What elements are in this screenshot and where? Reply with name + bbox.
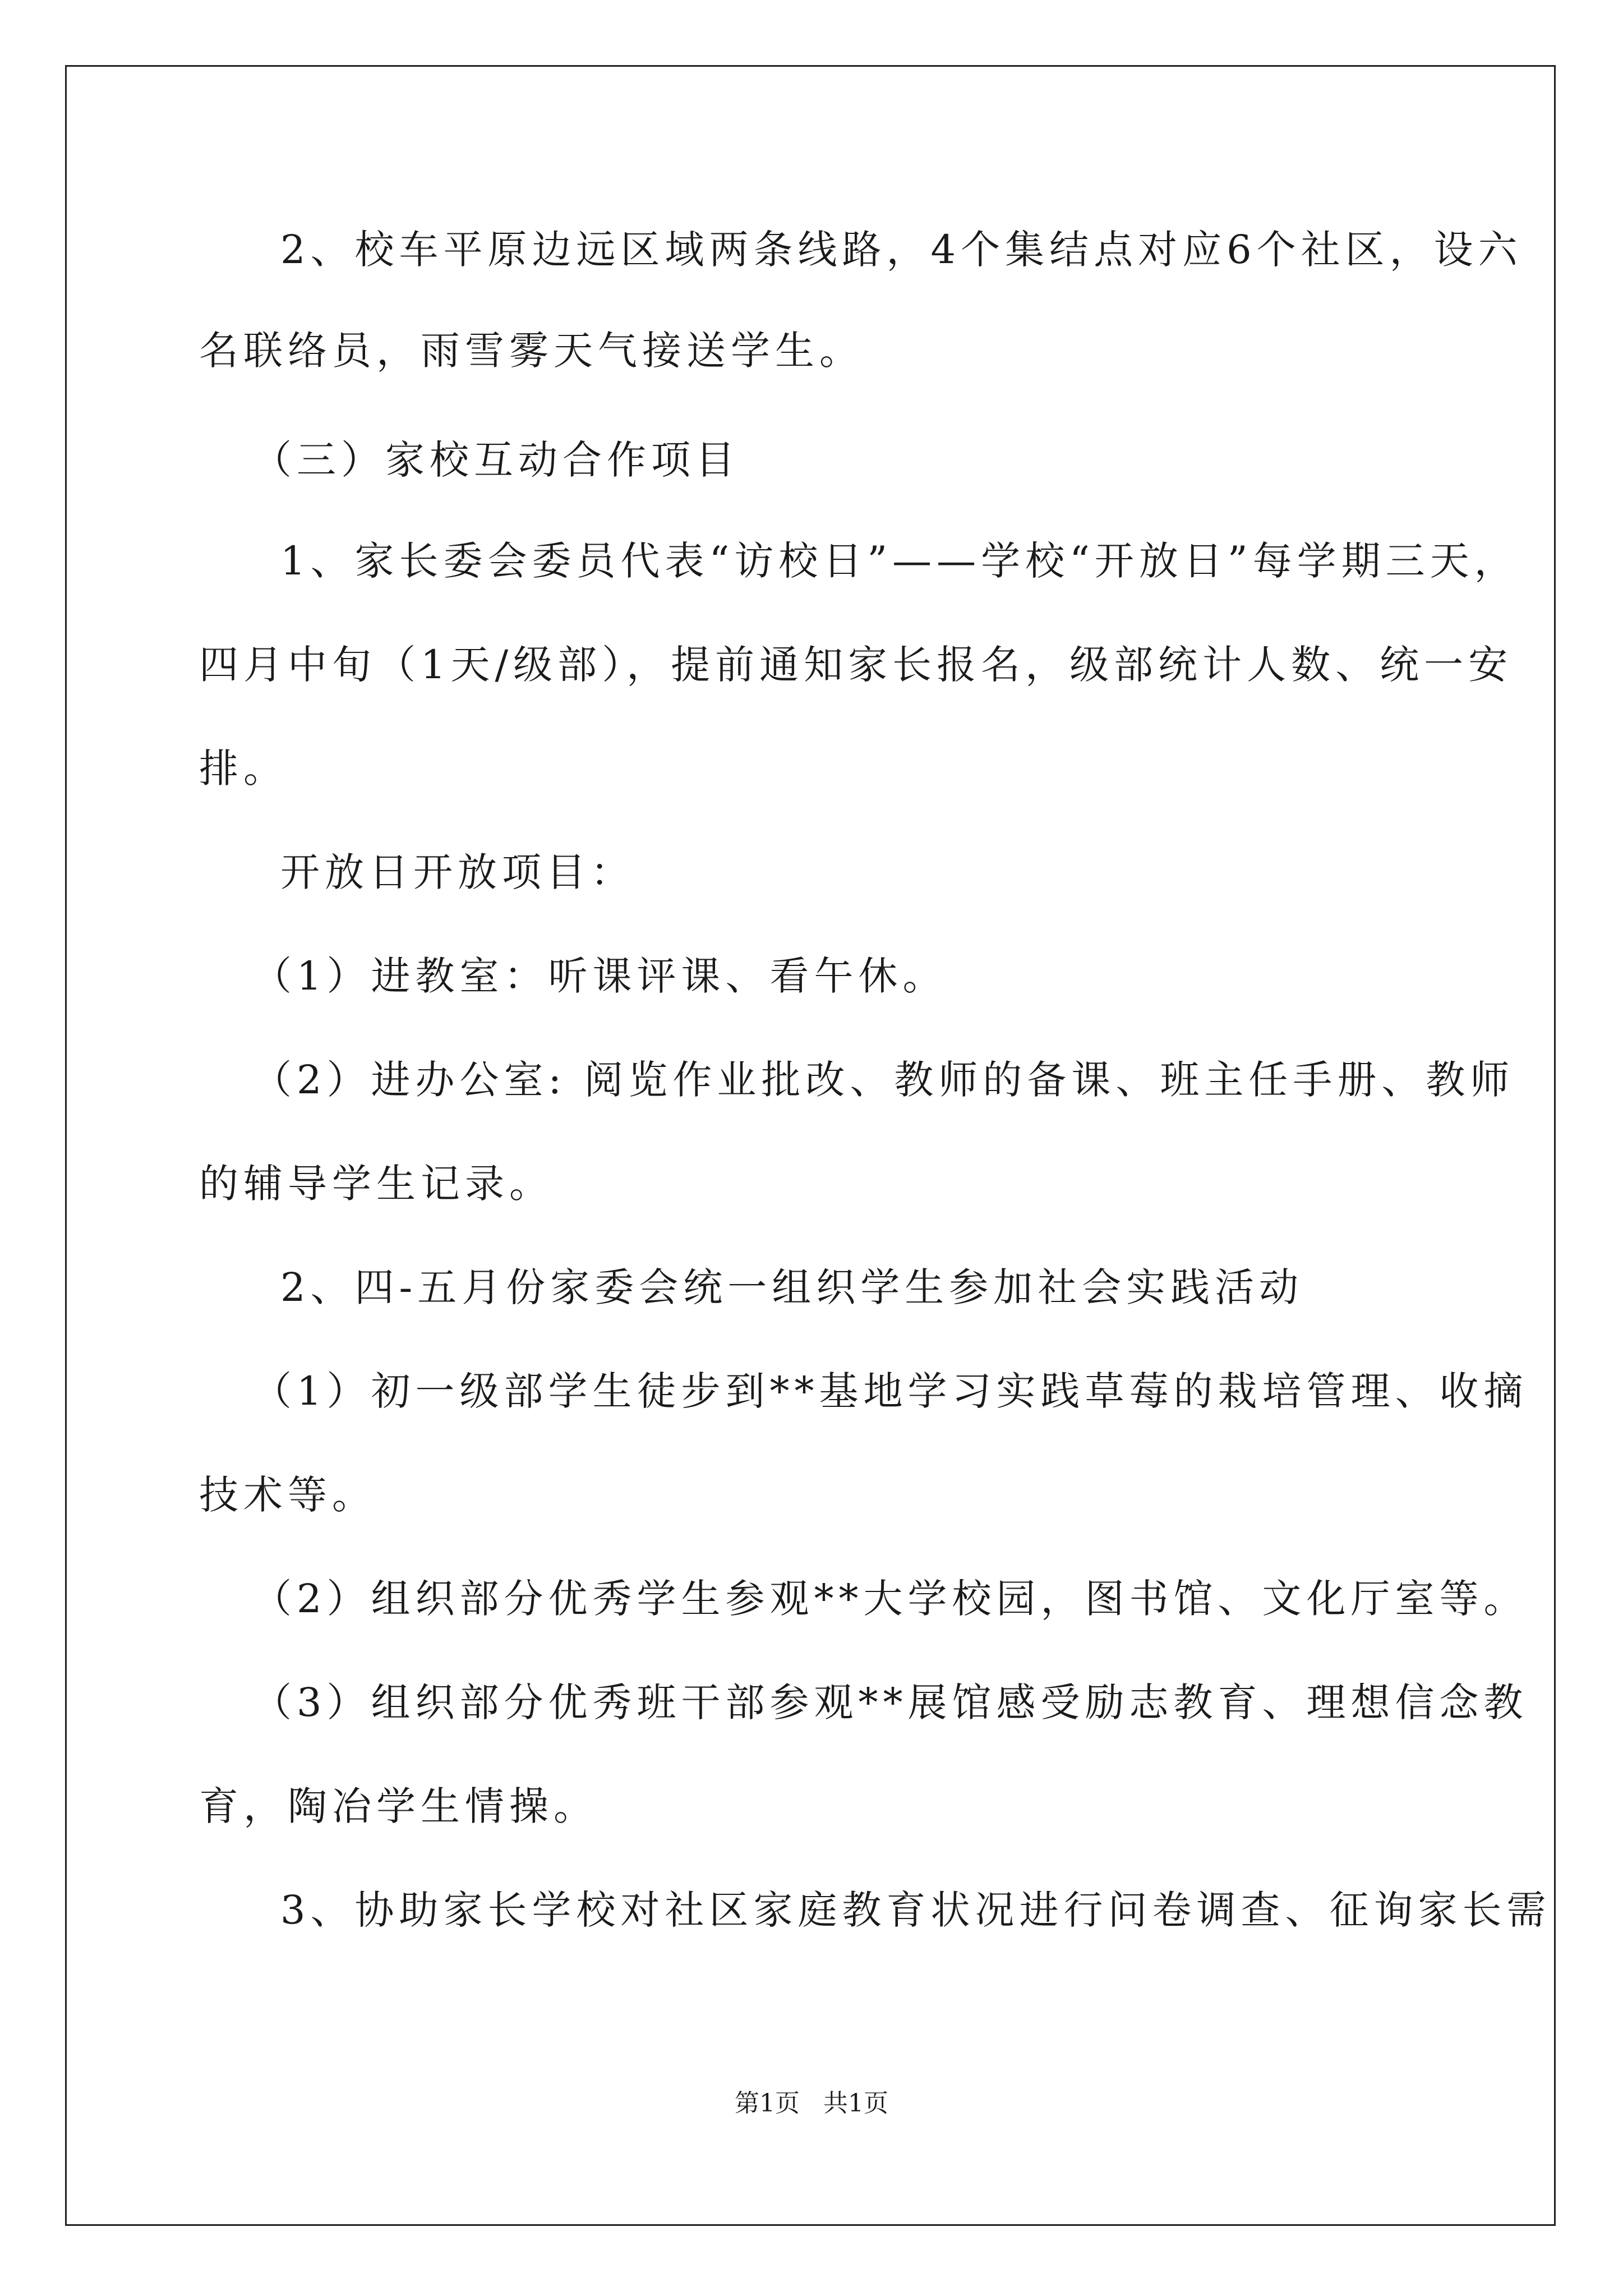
paragraph-line: 1、家长委会委员代表“访校日”——学校“开放日”每学期三天， bbox=[280, 538, 1519, 584]
paragraph-line: 四月中旬（1天/级部），提前通知家长报名，级部统计人数、统一安 bbox=[199, 642, 1513, 688]
paragraph-line: 开放日开放项目： bbox=[280, 849, 635, 895]
paragraph-line: （2）组织部分优秀学生参观**大学校园，图书馆、文化厅室等。 bbox=[252, 1576, 1528, 1622]
paragraph-line: 育，陶冶学生情操。 bbox=[199, 1783, 598, 1829]
paragraph-line: （2）进办公室: 阅览作业批改、教师的备课、班主任手册、教师 bbox=[252, 1057, 1515, 1103]
section-heading: （三）家校互动合作项目 bbox=[252, 437, 740, 483]
paragraph-line: 排。 bbox=[199, 746, 288, 792]
paragraph-line: （1）初一级部学生徒步到**基地学习实践草莓的栽培管理、收摘 bbox=[252, 1368, 1528, 1414]
page-footer bbox=[0, 2091, 1623, 2116]
paragraph-line: 3、协助家长学校对社区家庭教育状况进行问卷调查、征询家长需 bbox=[280, 1887, 1551, 1933]
paragraph-line: 技术等。 bbox=[199, 1472, 376, 1518]
paragraph-line: 的辅导学生记录。 bbox=[199, 1161, 554, 1207]
paragraph-line: 名联络员，雨雪雾天气接送学生。 bbox=[199, 328, 864, 374]
page-total: 共1页 bbox=[823, 2089, 888, 2118]
paragraph-line: 2、四-五月份家委会统一组织学生参加社会实践活动 bbox=[280, 1264, 1304, 1310]
paragraph-line: 2、校车平原边远区域两条线路，4个集结点对应6个社区，设六 bbox=[280, 227, 1523, 273]
paragraph-line: （1）进教室：听课评课、看午休。 bbox=[252, 953, 947, 999]
paragraph-line: （3）组织部分优秀班干部参观**展馆感受励志教育、理想信念教 bbox=[252, 1680, 1528, 1726]
page-number: 第1页 bbox=[735, 2089, 800, 2118]
